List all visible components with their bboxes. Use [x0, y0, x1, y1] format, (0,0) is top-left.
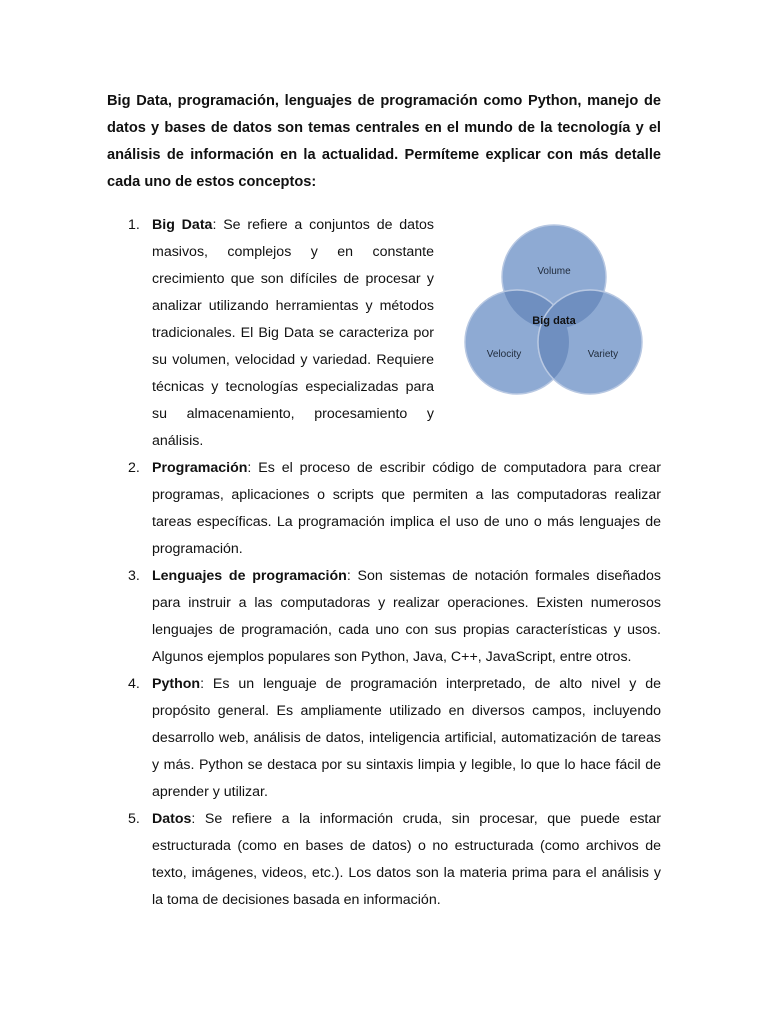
list-term: Programación — [152, 460, 248, 476]
list-number: 2. — [128, 460, 140, 476]
intro-paragraph: Big Data, programación, lenguajes de programación como Python, manejo de datos y bases de datos son temas centrales en el mundo de la tecnología y el análisis de información en la actualidad. Permíteme explicar con más detalle cada uno de estos conceptos: — [107, 93, 661, 190]
list-item-python — [107, 671, 661, 806]
list-term: Python — [152, 676, 201, 692]
list-text: : Son sistemas de notación formales diseñados para instruir a las computadoras y realizar operaciones. Existen numerosos lenguajes de programación, cada uno con sus propias características y usos. Algunos ejemplos populares son Python, Java, C++, JavaScript, entre otros. — [152, 568, 661, 665]
venn-center-label: Big data — [532, 315, 576, 327]
venn-label-velocity: Velocity — [486, 349, 522, 360]
list-item-datos — [107, 806, 661, 914]
list-item-programacion — [107, 455, 661, 563]
list-number: 4. — [128, 676, 140, 692]
list-number: 3. — [128, 568, 140, 584]
venn-label-volume: Volume — [537, 266, 571, 277]
list-number: 1. — [128, 217, 140, 233]
list-text: : Es un lenguaje de programación interpretado, de alto nivel y de propósito general. Es ampliamente utilizado en diversos campos, incluyendo desarrollo web, análisis de datos, inteligencia artificial, automatización de tareas y más. Python se destaca por su sintaxis limpia y legible, lo que lo hace fácil de aprender y utilizar. — [152, 676, 661, 800]
big-data-venn-diagram — [462, 222, 648, 408]
list-text: : Es el proceso de escribir código de computadora para crear programas, aplicaciones o scripts que permiten a las computadoras realizar tareas específicas. La programación implica el uso de uno o más lenguajes de programación. — [152, 460, 661, 557]
list-term: Big Data — [152, 217, 213, 233]
list-text: : Se refiere a la información cruda, sin procesar, que puede estar estructurada (como en bases de datos) o no estructurada (como archivos de texto, imágenes, videos, etc.). Los datos son la materia prima para el análisis y la toma de decisiones basada en información. — [152, 811, 661, 908]
list-term: Lenguajes de programación — [152, 568, 347, 584]
venn-label-variety: Variety — [587, 349, 619, 360]
list-item-big-data — [107, 212, 434, 455]
list-number: 5. — [128, 811, 140, 827]
list-item-lenguajes — [107, 563, 661, 671]
list-term: Datos — [152, 811, 192, 827]
list-text: : Se refiere a conjuntos de datos masivos, complejos y en constante crecimiento que son difíciles de procesar y analizar utilizando herramientas y métodos tradicionales. El Big Data se caracteriza por su volumen, velocidad y variedad. Requiere técnicas y tecnologías especializadas para su almacenamiento, procesamiento y análisis. — [152, 217, 434, 449]
